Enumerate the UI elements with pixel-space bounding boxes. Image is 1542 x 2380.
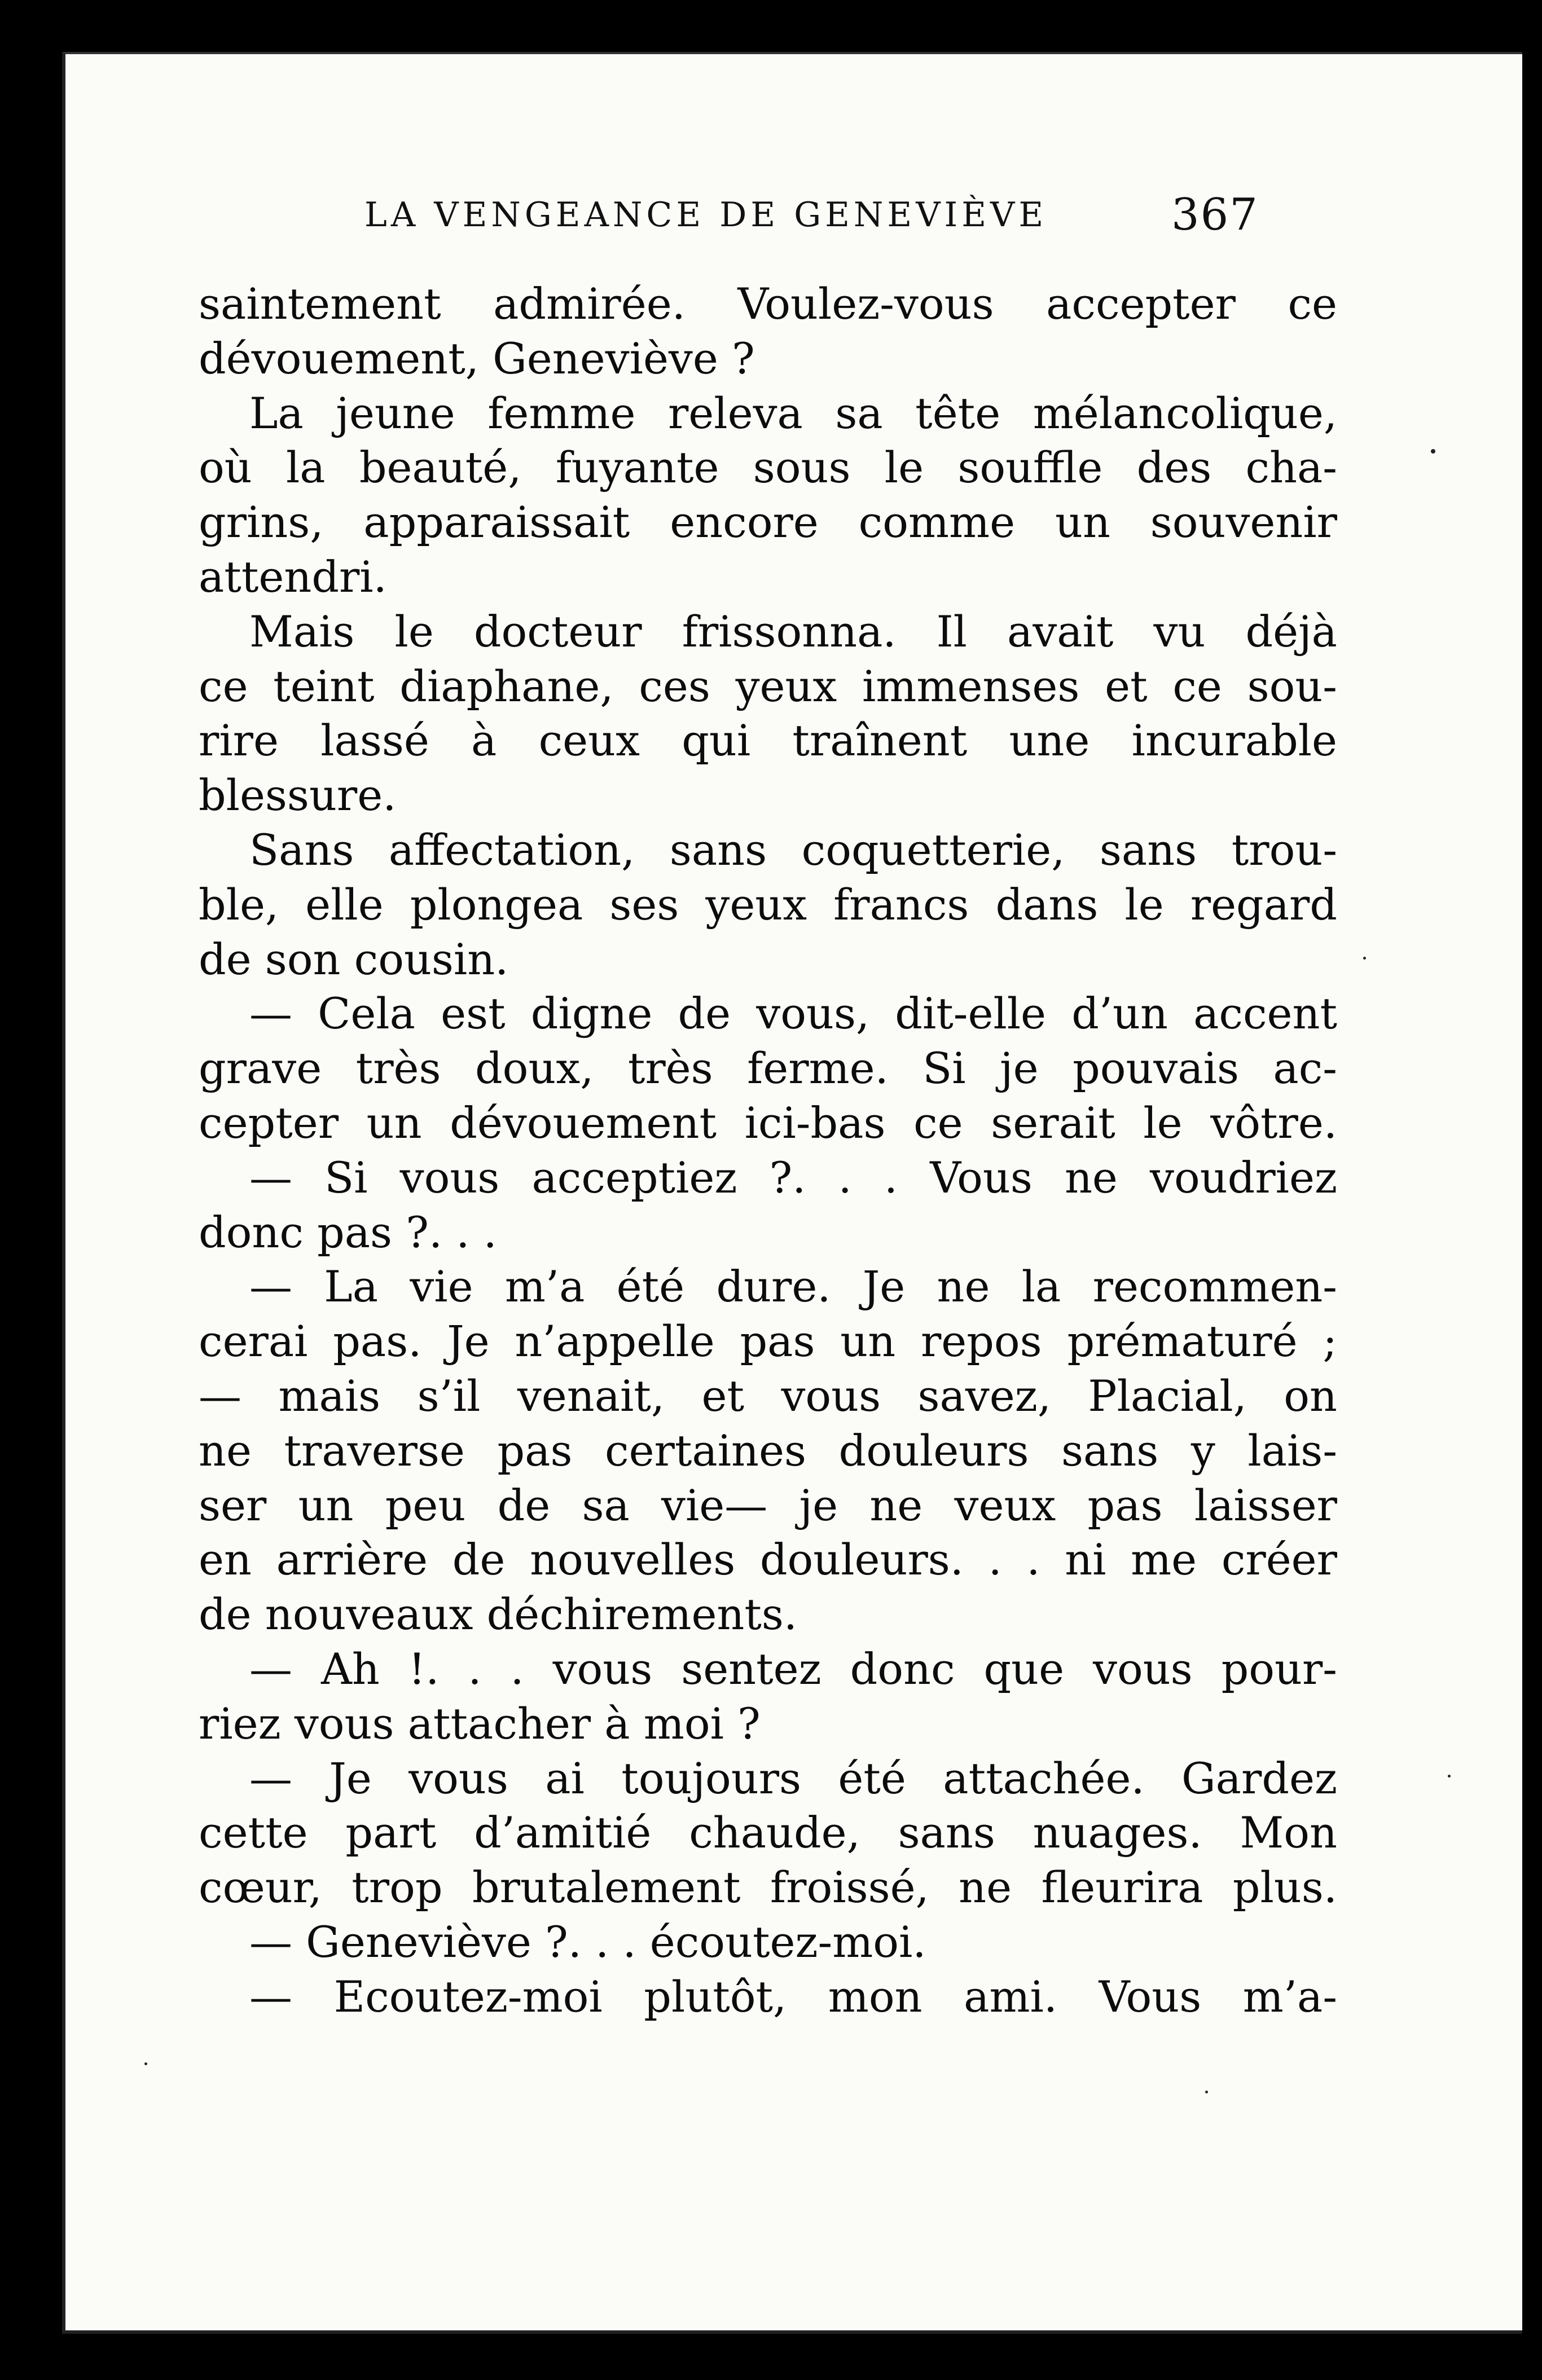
- print-speck: [144, 2062, 147, 2065]
- text-line: attendri.: [199, 551, 387, 602]
- body-text: [199, 277, 1337, 2025]
- text-line: — Ah !. . . vous sentez donc que vous pour-: [249, 1643, 1337, 1694]
- text-line: — Cela est digne de vous, dit-elle d’un accent: [249, 988, 1337, 1039]
- text-line: blessure.: [199, 770, 397, 821]
- book-page: [62, 52, 1522, 2334]
- text-line: où la beauté, fuyante sous le souffle des cha-: [199, 442, 1337, 493]
- text-line: — Geneviève ?. . . écoutez-moi.: [249, 1916, 926, 1967]
- text-line: de son cousin.: [199, 934, 509, 984]
- text-line: — Je vous ai toujours été attachée. Gardez: [249, 1753, 1337, 1803]
- print-speck: [1448, 1775, 1451, 1778]
- print-speck: [1431, 449, 1435, 454]
- text-line: — Si vous acceptiez ?. . . Vous ne voudriez: [249, 1152, 1337, 1203]
- text-line: cette part d’amitié chaude, sans nuages. Mon: [199, 1807, 1337, 1858]
- text-line: cerai pas. Je n’appelle pas un repos prématuré ;: [199, 1316, 1337, 1367]
- print-speck: [1205, 2091, 1208, 2093]
- text-line: riez vous attacher à moi ?: [199, 1698, 761, 1749]
- text-line: cœur, trop brutalement froissé, ne fleurira plus.: [199, 1862, 1337, 1913]
- text-line: ne traverse pas certaines douleurs sans y lais-: [199, 1425, 1337, 1476]
- print-speck: [1363, 957, 1366, 960]
- text-line: — mais s’il venait, et vous savez, Placial, on: [199, 1370, 1337, 1421]
- text-line: ce teint diaphane, ces yeux immenses et ce sou-: [199, 661, 1337, 711]
- text-line: ser un peu de sa vie— je ne veux pas laisser: [199, 1480, 1337, 1530]
- text-line: en arrière de nouvelles douleurs. . . ni me créer: [199, 1534, 1337, 1585]
- text-line: dévouement, Geneviève ?: [199, 333, 755, 384]
- text-line: Sans affectation, sans coquetterie, sans trou-: [249, 824, 1337, 875]
- text-line: ble, elle plongea ses yeux francs dans le regard: [199, 879, 1337, 930]
- text-line: saintement admirée. Voulez-vous accepter ce: [199, 279, 1337, 329]
- text-line: grins, apparaissait encore comme un souvenir: [199, 497, 1337, 548]
- text-line: Mais le docteur frissonna. Il avait vu déjà: [249, 606, 1337, 657]
- text-line: cepter un dévouement ici-bas ce serait le vôtre.: [199, 1097, 1337, 1148]
- text-line: de nouveaux déchirements.: [199, 1589, 798, 1640]
- text-line: — La vie m’a été dure. Je ne la recommen-: [249, 1261, 1337, 1312]
- running-head: LA VENGEANCE DE GENEVIÈVE: [364, 195, 1048, 235]
- text-line: rire lassé à ceux qui traînent une incurable: [199, 715, 1337, 766]
- text-line: grave très doux, très ferme. Si je pouvais ac-: [199, 1043, 1337, 1094]
- text-line: La jeune femme releva sa tête mélancolique,: [249, 388, 1337, 438]
- text-line: donc pas ?. . .: [199, 1207, 497, 1257]
- text-line: — Ecoutez-moi plutôt, mon ami. Vous m’a-: [249, 1971, 1337, 2022]
- page-number: 367: [1171, 190, 1259, 240]
